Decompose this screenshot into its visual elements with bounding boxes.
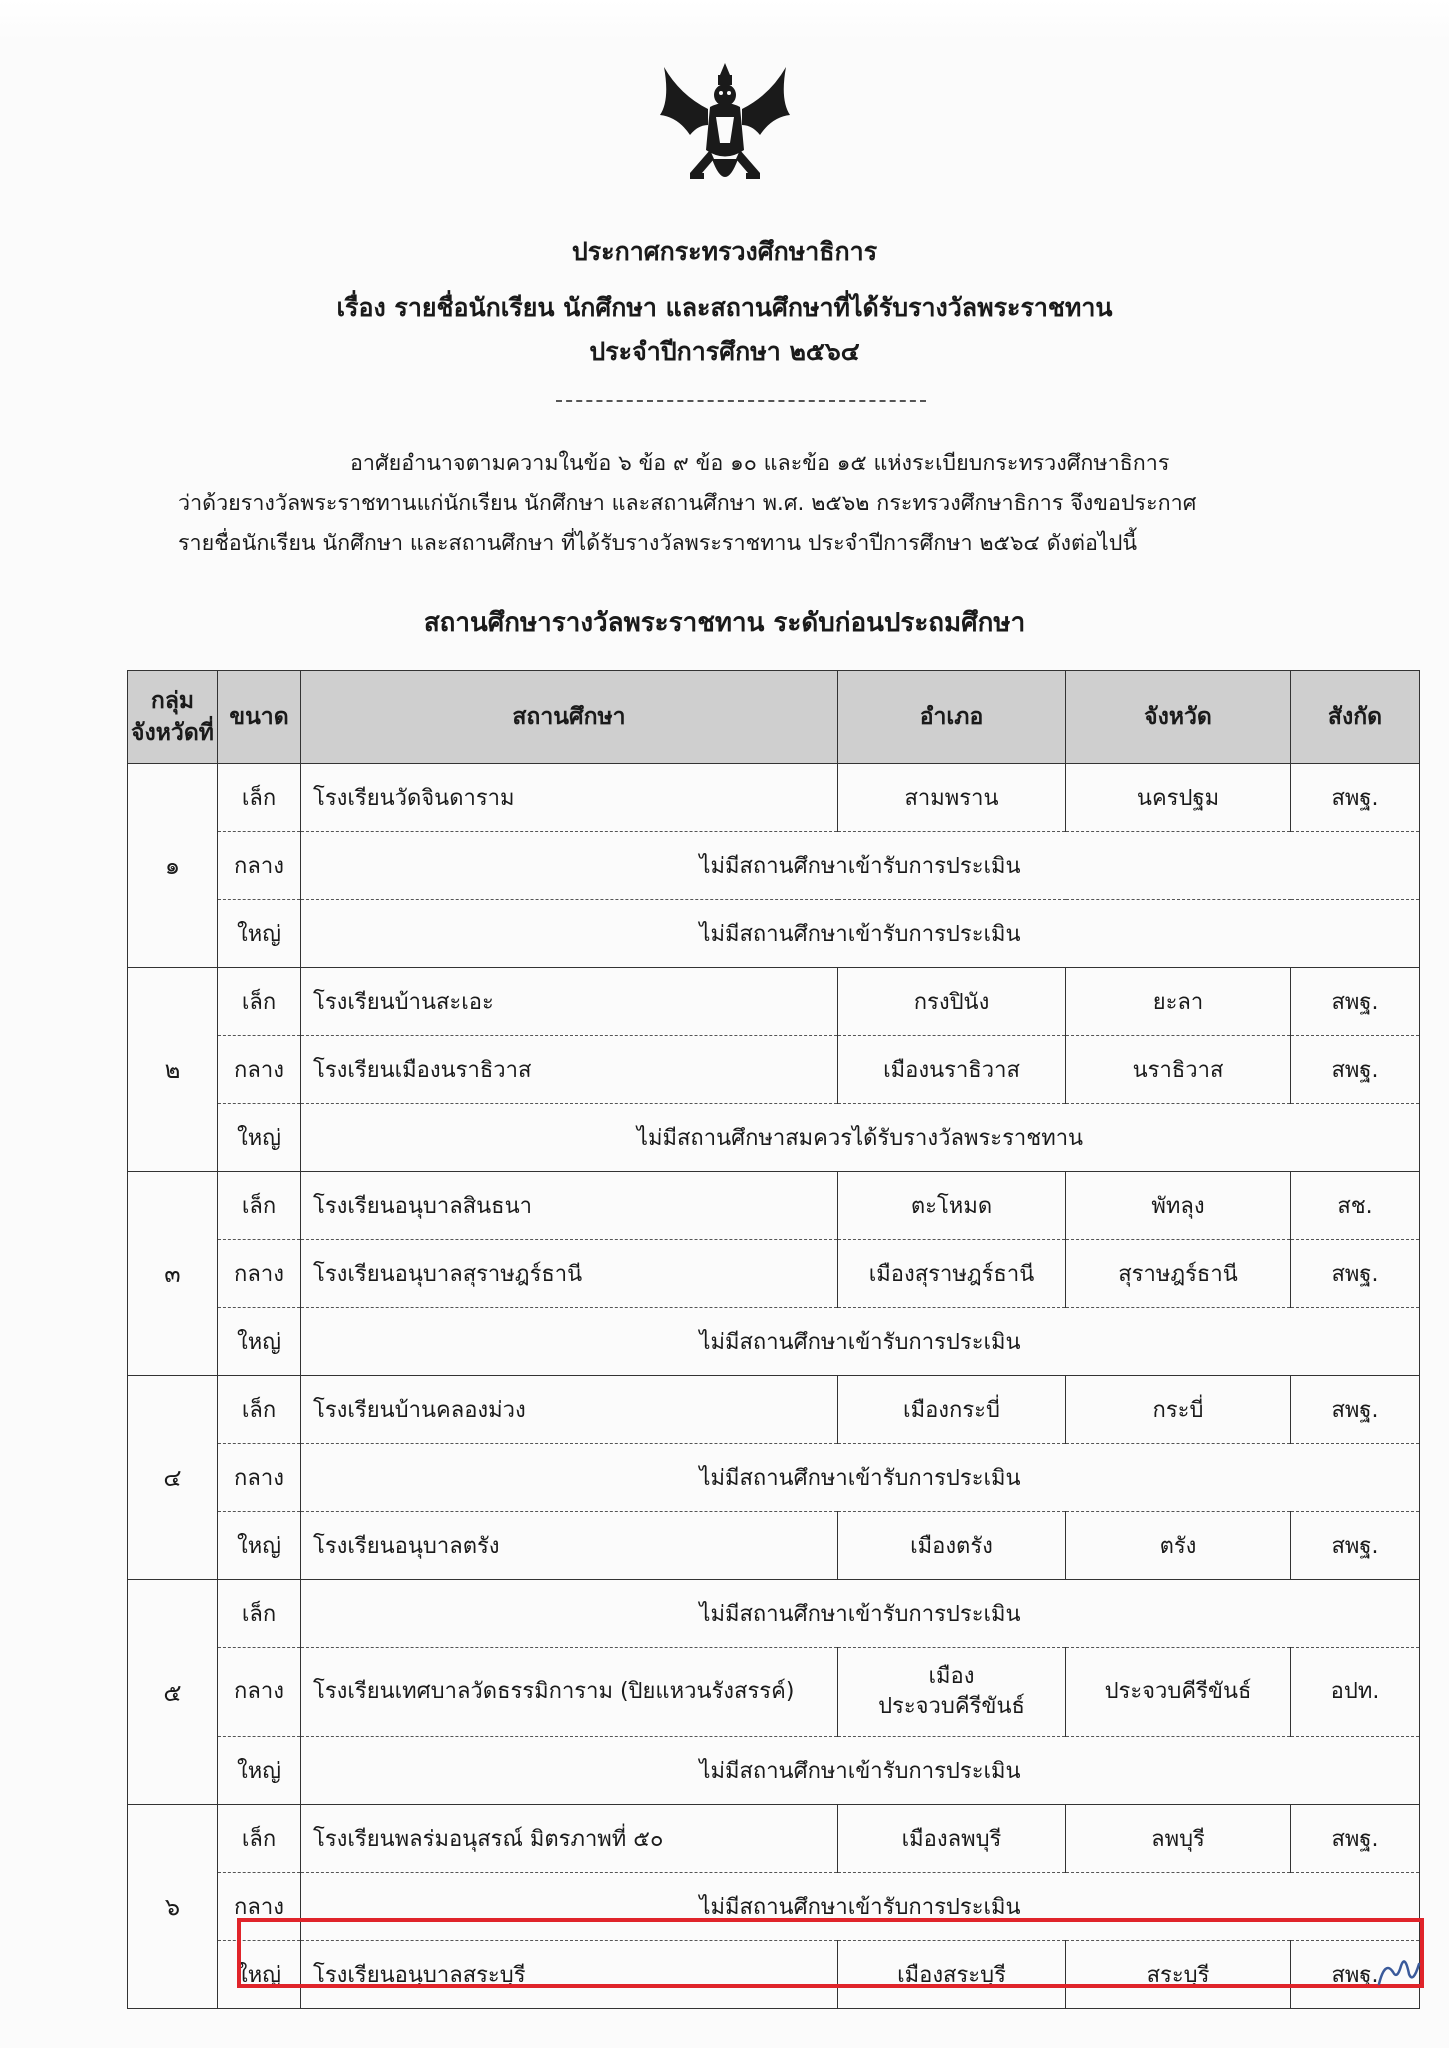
size-cell: กลาง: [218, 1444, 301, 1512]
district-cell: เมืองตรัง: [838, 1512, 1066, 1580]
district-cell: กรงปินัง: [838, 968, 1066, 1036]
table-header-row: [128, 671, 1420, 764]
group-number-cell: ๔: [128, 1376, 218, 1580]
affiliation-cell: สพฐ.: [1291, 968, 1420, 1036]
school-cell: โรงเรียนอนุบาลสระบุรี: [301, 1941, 838, 2009]
table-row: [128, 1036, 1420, 1104]
column-header-group-line2: จังหวัดที่: [131, 720, 214, 746]
province-cell: นราธิวาส: [1066, 1036, 1291, 1104]
announcement-title: ประกาศกระทรวงศึกษาธิการ: [571, 237, 878, 266]
no-entry-note: ไม่มีสถานศึกษาสมควรได้รับรางวัลพระราชทาน: [301, 1104, 1420, 1172]
column-header-affiliation: สังกัด: [1291, 671, 1420, 764]
column-header-group-line1: กลุ่ม: [150, 688, 195, 714]
province-cell: นครปฐม: [1066, 764, 1291, 832]
column-header-size: ขนาด: [218, 671, 301, 764]
no-entry-note: ไม่มีสถานศึกษาเข้ารับการประเมิน: [301, 1308, 1420, 1376]
no-entry-note: ไม่มีสถานศึกษาเข้ารับการประเมิน: [301, 1873, 1420, 1941]
table-row: [128, 764, 1420, 832]
district-cell: สามพราน: [838, 764, 1066, 832]
district-cell: เมืองนราธิวาส: [838, 1036, 1066, 1104]
size-cell: เล็ก: [218, 1580, 301, 1648]
size-cell: เล็ก: [218, 764, 301, 832]
highlight-box: [237, 1918, 1424, 1988]
size-cell: เล็ก: [218, 1172, 301, 1240]
province-cell: สุราษฎร์ธานี: [1066, 1240, 1291, 1308]
column-header-district: อำเภอ: [838, 671, 1066, 764]
school-cell: โรงเรียนอนุบาลตรัง: [301, 1512, 838, 1580]
size-cell: เล็ก: [218, 1376, 301, 1444]
table-row: [128, 1648, 1420, 1737]
affiliation-cell: สพฐ.: [1291, 1036, 1420, 1104]
announcement-subject: เรื่อง รายชื่อนักเรียน นักศึกษา และสถานศึกษาที่ได้รับรางวัลพระราชทาน: [336, 293, 1113, 322]
size-cell: ใหญ่: [218, 1104, 301, 1172]
district-cell: เมืองลพบุรี: [838, 1805, 1066, 1873]
province-cell: ยะลา: [1066, 968, 1291, 1036]
no-entry-note: ไม่มีสถานศึกษาเข้ารับการประเมิน: [301, 900, 1420, 968]
size-cell: กลาง: [218, 1873, 301, 1941]
body-paragraph-line: ว่าด้วยรางวัลพระราชทานแก่นักเรียน นักศึกษา และสถานศึกษา พ.ศ. ๒๕๖๒ กระทรวงศึกษาธิการ จึงขอประกาศ: [178, 491, 1197, 516]
column-header-school: สถานศึกษา: [301, 671, 838, 764]
province-cell: ตรัง: [1066, 1512, 1291, 1580]
affiliation-cell: สพฐ.: [1291, 1805, 1420, 1873]
size-cell: กลาง: [218, 832, 301, 900]
school-cell: โรงเรียนวัดจินดาราม: [301, 764, 838, 832]
no-entry-note: ไม่มีสถานศึกษาเข้ารับการประเมิน: [301, 832, 1420, 900]
no-entry-note: ไม่มีสถานศึกษาเข้ารับการประเมิน: [301, 1580, 1420, 1648]
separator-rule: [556, 400, 926, 402]
signature-mark-icon: [1375, 1950, 1423, 1990]
province-cell: ประจวบคีรีขันธ์: [1066, 1648, 1291, 1737]
school-cell: โรงเรียนอนุบาลสุราษฎร์ธานี: [301, 1240, 838, 1308]
size-cell: กลาง: [218, 1648, 301, 1737]
column-header-group: [128, 671, 218, 764]
garuda-emblem-icon: [650, 55, 800, 205]
table-row: [128, 1444, 1420, 1512]
award-schools-table: [127, 670, 1420, 2009]
size-cell: ใหญ่: [218, 900, 301, 968]
school-cell: โรงเรียนอนุบาลสินธนา: [301, 1172, 838, 1240]
size-cell: กลาง: [218, 1240, 301, 1308]
school-cell: โรงเรียนเมืองนราธิวาส: [301, 1036, 838, 1104]
affiliation-cell: สพฐ.: [1291, 1240, 1420, 1308]
school-cell: โรงเรียนบ้านสะเอะ: [301, 968, 838, 1036]
section-title: สถานศึกษารางวัลพระราชทาน ระดับก่อนประถมศึกษา: [423, 608, 1026, 638]
table-row: [128, 1805, 1420, 1873]
body-paragraph-line: รายชื่อนักเรียน นักศึกษา และสถานศึกษา ที่ได้รับรางวัลพระราชทาน ประจำปีการศึกษา ๒๕๖๔ ดังต่อไปนี้: [178, 531, 1138, 556]
size-cell: ใหญ่: [218, 1512, 301, 1580]
district-cell: เมืองกระบี่: [838, 1376, 1066, 1444]
affiliation-cell: สพฐ.: [1291, 1512, 1420, 1580]
school-cell: โรงเรียนบ้านคลองม่วง: [301, 1376, 838, 1444]
school-cell: โรงเรียนเทศบาลวัดธรรมิการาม (ปิยแหวนรังสรรค์): [301, 1648, 838, 1737]
table-row: [128, 1737, 1420, 1805]
group-number-cell: ๖: [128, 1805, 218, 2009]
affiliation-cell: สพฐ.: [1291, 1941, 1420, 2009]
size-cell: เล็ก: [218, 1805, 301, 1873]
table-row: [128, 1240, 1420, 1308]
school-cell: โรงเรียนพลร่มอนุสรณ์ มิตรภาพที่ ๕๐: [301, 1805, 838, 1873]
body-paragraph-line: อาศัยอำนาจตามความในข้อ ๖ ข้อ ๙ ข้อ ๑๐ และข้อ ๑๕ แห่งระเบียบกระทรวงศึกษาธิการ: [350, 451, 1170, 476]
column-header-province: จังหวัด: [1066, 671, 1291, 764]
group-number-cell: ๒: [128, 968, 218, 1172]
affiliation-cell: สช.: [1291, 1172, 1420, 1240]
group-number-cell: ๕: [128, 1580, 218, 1805]
table-row: [128, 1308, 1420, 1376]
size-cell: ใหญ่: [218, 1941, 301, 2009]
table-row: [128, 1512, 1420, 1580]
district-line-1: เมือง: [928, 1664, 975, 1689]
table-row: [128, 900, 1420, 968]
table-row: [128, 968, 1420, 1036]
size-cell: เล็ก: [218, 968, 301, 1036]
affiliation-cell: อปท.: [1291, 1648, 1420, 1737]
group-number-cell: ๓: [128, 1172, 218, 1376]
district-cell: เมืองสระบุรี: [838, 1941, 1066, 2009]
table-row: [128, 832, 1420, 900]
district-cell: [838, 1648, 1066, 1737]
affiliation-cell: สพฐ.: [1291, 1376, 1420, 1444]
size-cell: ใหญ่: [218, 1308, 301, 1376]
no-entry-note: ไม่มีสถานศึกษาเข้ารับการประเมิน: [301, 1737, 1420, 1805]
table-row: [128, 1104, 1420, 1172]
table-row: [128, 1376, 1420, 1444]
academic-year-line: ประจำปีการศึกษา ๒๕๖๔: [589, 337, 860, 366]
table-row: [128, 1172, 1420, 1240]
affiliation-cell: สพฐ.: [1291, 764, 1420, 832]
page-top-margin: [0, 0, 1449, 40]
size-cell: ใหญ่: [218, 1737, 301, 1805]
province-cell: กระบี่: [1066, 1376, 1291, 1444]
district-cell: เมืองสุราษฎร์ธานี: [838, 1240, 1066, 1308]
district-cell: ตะโหมด: [838, 1172, 1066, 1240]
province-cell: ลพบุรี: [1066, 1805, 1291, 1873]
size-cell: กลาง: [218, 1036, 301, 1104]
group-number-cell: ๑: [128, 764, 218, 968]
province-cell: สระบุรี: [1066, 1941, 1291, 2009]
no-entry-note: ไม่มีสถานศึกษาเข้ารับการประเมิน: [301, 1444, 1420, 1512]
province-cell: พัทลุง: [1066, 1172, 1291, 1240]
district-line-2: ประจวบคีรีขันธ์: [878, 1694, 1025, 1719]
table-row: [128, 1580, 1420, 1648]
